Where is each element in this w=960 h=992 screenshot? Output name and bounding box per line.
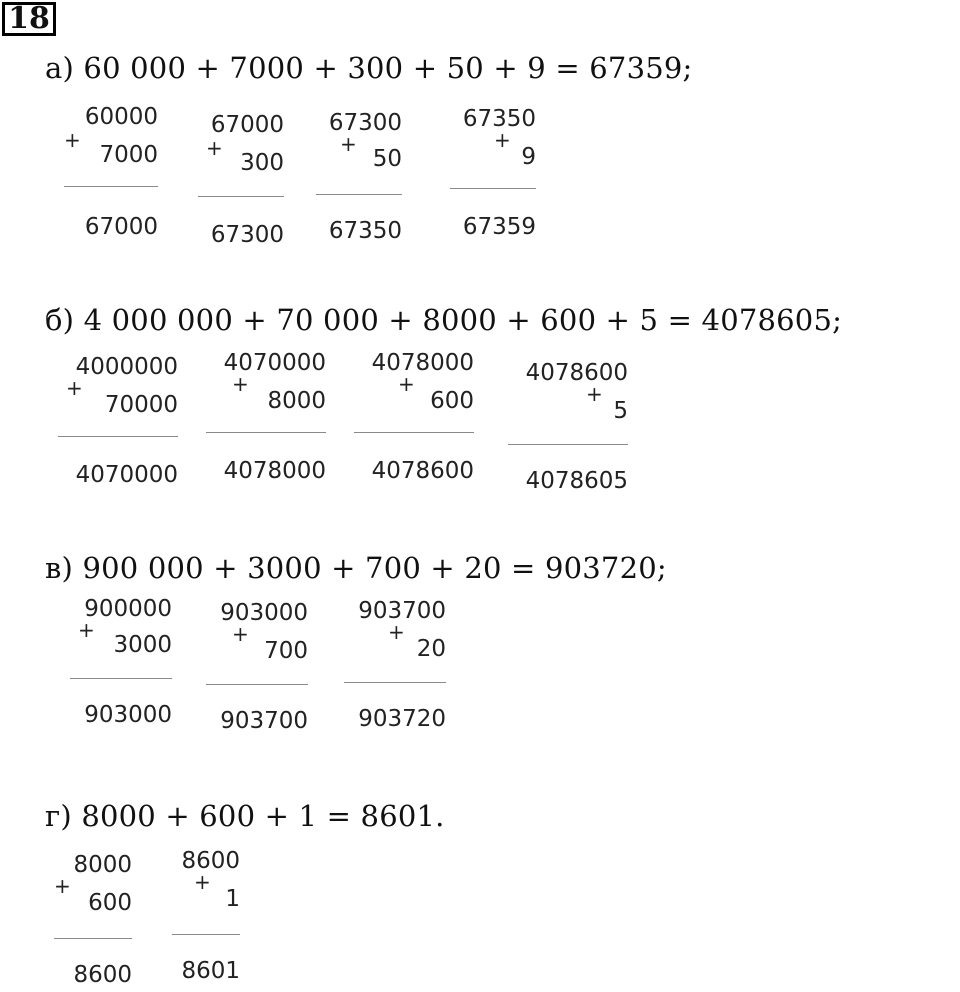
column-addition-b-4 bbox=[508, 360, 628, 500]
column-addition-v-1 bbox=[70, 596, 172, 736]
equation-a: а) 60 000 + 7000 + 300 + 50 + 9 = 67359; bbox=[45, 51, 693, 85]
sum-result: 67000 bbox=[84, 214, 158, 240]
plus-sign: + bbox=[206, 136, 223, 160]
sum-line bbox=[58, 436, 178, 437]
sum-line bbox=[344, 682, 446, 683]
sum-result: 8601 bbox=[181, 958, 240, 984]
sum-result: 8600 bbox=[73, 962, 132, 988]
sum-line bbox=[70, 678, 172, 679]
equation-b: б) 4 000 000 + 70 000 + 8000 + 600 + 5 = 4078605; bbox=[45, 303, 843, 337]
plus-sign: + bbox=[494, 128, 511, 152]
first-addend: 4000000 bbox=[75, 354, 178, 380]
column-addition-a-4 bbox=[450, 106, 536, 246]
plus-sign: + bbox=[340, 132, 357, 156]
second-addend: 8000 bbox=[267, 388, 326, 414]
plus-sign: + bbox=[232, 372, 249, 396]
first-addend: 8000 bbox=[73, 852, 132, 878]
plus-sign: + bbox=[54, 874, 71, 898]
sum-result: 903700 bbox=[220, 708, 308, 734]
sum-result: 903720 bbox=[358, 706, 446, 732]
sum-line bbox=[206, 432, 326, 433]
equation-v: в) 900 000 + 3000 + 700 + 20 = 903720; bbox=[45, 551, 667, 585]
column-addition-a-1 bbox=[64, 104, 158, 244]
column-addition-a-2 bbox=[198, 112, 284, 252]
second-addend: 1 bbox=[225, 886, 240, 912]
first-addend: 4070000 bbox=[223, 350, 326, 376]
exercise-number-badge: 18 bbox=[2, 2, 56, 36]
first-addend: 67000 bbox=[210, 112, 284, 138]
first-addend: 4078000 bbox=[371, 350, 474, 376]
sum-result: 67300 bbox=[210, 222, 284, 248]
sum-line bbox=[54, 938, 132, 939]
sum-result: 4070000 bbox=[75, 462, 178, 488]
sum-line bbox=[354, 432, 474, 433]
sum-line bbox=[508, 444, 628, 445]
plus-sign: + bbox=[398, 372, 415, 396]
sum-line bbox=[172, 934, 240, 935]
second-addend: 700 bbox=[264, 638, 308, 664]
plus-sign: + bbox=[388, 620, 405, 644]
equation-g: г) 8000 + 600 + 1 = 8601. bbox=[45, 799, 445, 833]
second-addend: 3000 bbox=[113, 632, 172, 658]
sum-result: 67359 bbox=[462, 214, 536, 240]
plus-sign: + bbox=[78, 618, 95, 642]
column-addition-b-1 bbox=[58, 354, 178, 494]
sum-result: 4078600 bbox=[371, 458, 474, 484]
sum-line bbox=[64, 186, 158, 187]
plus-sign: + bbox=[64, 128, 81, 152]
second-addend: 600 bbox=[88, 890, 132, 916]
column-addition-a-3 bbox=[316, 110, 402, 250]
plus-sign: + bbox=[232, 622, 249, 646]
sum-result: 67350 bbox=[328, 218, 402, 244]
sum-result: 4078000 bbox=[223, 458, 326, 484]
column-addition-g-2 bbox=[172, 848, 240, 988]
sum-result: 903000 bbox=[84, 702, 172, 728]
second-addend: 5 bbox=[613, 398, 628, 424]
column-addition-v-2 bbox=[206, 600, 308, 740]
first-addend: 4078600 bbox=[525, 360, 628, 386]
second-addend: 7000 bbox=[99, 142, 158, 168]
column-addition-b-2 bbox=[206, 350, 326, 490]
sum-result: 4078605 bbox=[525, 468, 628, 494]
second-addend: 70000 bbox=[104, 392, 178, 418]
second-addend: 600 bbox=[430, 388, 474, 414]
sum-line bbox=[450, 188, 536, 189]
first-addend: 903000 bbox=[220, 600, 308, 626]
first-addend: 8600 bbox=[181, 848, 240, 874]
first-addend: 67350 bbox=[462, 106, 536, 132]
second-addend: 9 bbox=[521, 144, 536, 170]
second-addend: 20 bbox=[416, 636, 446, 662]
first-addend: 67300 bbox=[328, 110, 402, 136]
sum-line bbox=[316, 194, 402, 195]
second-addend: 50 bbox=[372, 146, 402, 172]
column-addition-b-3 bbox=[354, 350, 474, 490]
first-addend: 60000 bbox=[84, 104, 158, 130]
plus-sign: + bbox=[66, 376, 83, 400]
plus-sign: + bbox=[194, 870, 211, 894]
sum-line bbox=[206, 684, 308, 685]
plus-sign: + bbox=[586, 382, 603, 406]
sum-line bbox=[198, 196, 284, 197]
column-addition-g-1 bbox=[54, 852, 132, 992]
second-addend: 300 bbox=[240, 150, 284, 176]
first-addend: 900000 bbox=[84, 596, 172, 622]
first-addend: 903700 bbox=[358, 598, 446, 624]
column-addition-v-3 bbox=[344, 598, 446, 738]
